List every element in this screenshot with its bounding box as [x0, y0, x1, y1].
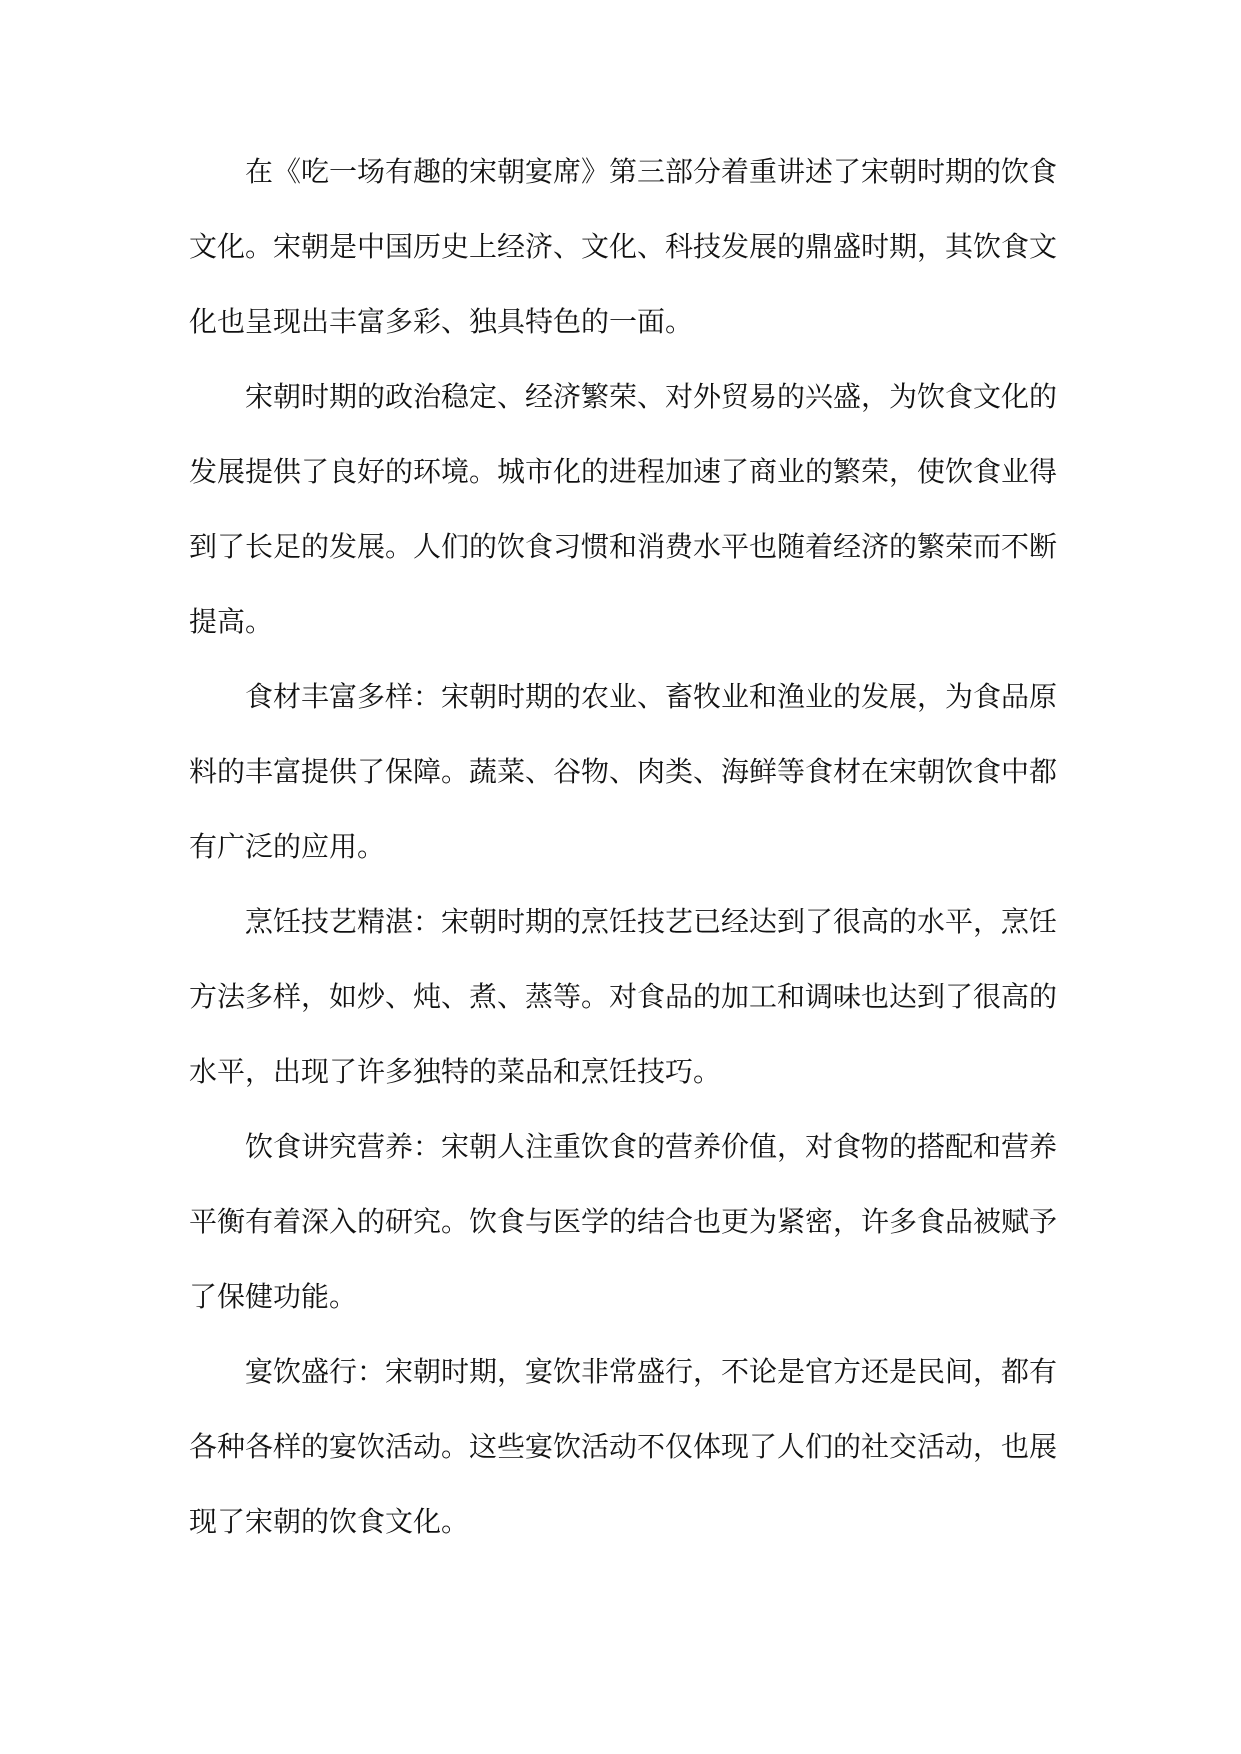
paragraph-ingredients: 食材丰富多样：宋朝时期的农业、畜牧业和渔业的发展，为食品原料的丰富提供了保障。蔬菜、谷物、肉类、海鲜等食材在宋朝饮食中都有广泛的应用。 — [189, 680, 1058, 863]
paragraph-background: 宋朝时期的政治稳定、经济繁荣、对外贸易的兴盛，为饮食文化的发展提供了良好的环境。城市化的进程加速了商业的繁荣，使饮食业得到了长足的发展。人们的饮食习惯和消费水平也随着经济的繁荣而不断提高。 — [189, 380, 1058, 638]
paragraph-intro: 在《吃一场有趣的宋朝宴席》第三部分着重讲述了宋朝时期的饮食文化。宋朝是中国历史上经济、文化、科技发展的鼎盛时期，其饮食文化也呈现出丰富多彩、独具特色的一面。 — [189, 155, 1058, 338]
paragraph-banquets: 宴饮盛行：宋朝时期，宴饮非常盛行，不论是官方还是民间，都有各种各样的宴饮活动。这些宴饮活动不仅体现了人们的社交活动，也展现了宋朝的饮食文化。 — [189, 1355, 1058, 1538]
document-body — [189, 134, 1057, 1559]
paragraph-cooking: 烹饪技艺精湛：宋朝时期的烹饪技艺已经达到了很高的水平，烹饪方法多样，如炒、炖、煮、蒸等。对食品的加工和调味也达到了很高的水平，出现了许多独特的菜品和烹饪技巧。 — [189, 905, 1058, 1088]
paragraph-nutrition: 饮食讲究营养：宋朝人注重饮食的营养价值，对食物的搭配和营养平衡有着深入的研究。饮食与医学的结合也更为紧密，许多食品被赋予了保健功能。 — [189, 1130, 1058, 1313]
